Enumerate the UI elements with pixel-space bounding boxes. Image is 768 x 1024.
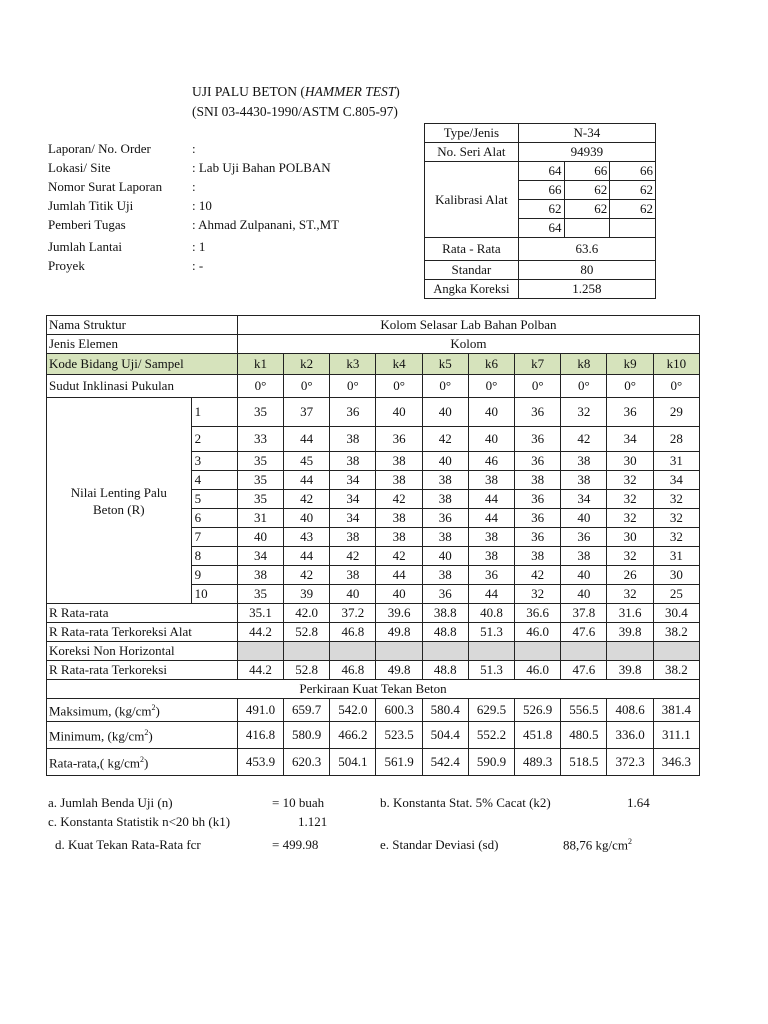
k1-value: 1.121 bbox=[298, 814, 328, 829]
impact-angle-label: Sudut Inklinasi Pukulan bbox=[47, 375, 238, 398]
sample-number: 3 bbox=[191, 452, 237, 471]
serial-value: 94939 bbox=[518, 143, 655, 162]
rebound-cell: 32 bbox=[607, 585, 653, 604]
rebound-cell: 36 bbox=[422, 585, 468, 604]
rebound-value-label: Nilai Lenting Palu Beton (R) bbox=[47, 398, 192, 604]
rebound-cell: 44 bbox=[284, 547, 330, 566]
value-cell: 561.9 bbox=[376, 749, 422, 776]
table-row bbox=[47, 699, 700, 722]
calibration-table bbox=[424, 123, 656, 299]
rebound-cell: 40 bbox=[237, 528, 283, 547]
rebound-cell: 34 bbox=[653, 471, 699, 490]
rebound-cell: 40 bbox=[468, 398, 514, 427]
calibration-cell bbox=[564, 219, 610, 238]
value-cell: 542.0 bbox=[330, 699, 376, 722]
hammer-test-table bbox=[46, 315, 700, 776]
value-cell: 504.1 bbox=[330, 749, 376, 776]
label-text: Minimum, (kg/cm bbox=[49, 728, 145, 744]
rebound-cell: 38 bbox=[330, 566, 376, 585]
standard-label: Standar bbox=[425, 261, 519, 280]
calibration-cell: 62 bbox=[564, 200, 610, 219]
rebound-cell: 35 bbox=[237, 490, 283, 509]
r-average-tool-corrected-label: R Rata-rata Terkoreksi Alat bbox=[47, 623, 238, 642]
type-label: Type/Jenis bbox=[425, 124, 519, 143]
info-value-letter: : bbox=[192, 179, 196, 194]
label-close: ) bbox=[148, 728, 153, 744]
rebound-cell: 31 bbox=[653, 547, 699, 566]
rebound-cell: 36 bbox=[515, 427, 561, 452]
rebound-cell: 46 bbox=[468, 452, 514, 471]
rebound-cell: 40 bbox=[561, 566, 607, 585]
rebound-cell: 42 bbox=[515, 566, 561, 585]
k1-label: c. Konstanta Statistik n<20 bh (k1) bbox=[48, 814, 231, 829]
rebound-cell: 38 bbox=[330, 528, 376, 547]
value-cell: 38.2 bbox=[653, 623, 699, 642]
rebound-cell: 40 bbox=[376, 585, 422, 604]
value-cell: 44.2 bbox=[237, 623, 283, 642]
rebound-cell: 32 bbox=[607, 547, 653, 566]
rebound-cell: 38 bbox=[376, 528, 422, 547]
calibration-label: Kalibrasi Alat bbox=[425, 162, 519, 238]
rebound-cell: 36 bbox=[422, 509, 468, 528]
rebound-cell: 35 bbox=[237, 452, 283, 471]
rebound-cell: 38 bbox=[422, 490, 468, 509]
value-cell: 526.9 bbox=[515, 699, 561, 722]
table-row bbox=[47, 354, 700, 375]
info-label-site: Lokasi/ Site bbox=[48, 160, 111, 175]
empty-cell bbox=[561, 642, 607, 661]
calibration-cell: 64 bbox=[518, 162, 564, 181]
table-row bbox=[47, 604, 700, 623]
rebound-cell: 32 bbox=[653, 490, 699, 509]
calibration-cell: 62 bbox=[610, 200, 656, 219]
info-label-floors: Jumlah Lantai bbox=[48, 239, 123, 254]
value-cell: 659.7 bbox=[284, 699, 330, 722]
info-label-project: Proyek bbox=[48, 258, 85, 273]
table-row bbox=[47, 680, 700, 699]
rebound-cell: 40 bbox=[284, 509, 330, 528]
rebound-cell: 36 bbox=[376, 427, 422, 452]
strength-estimate-heading: Perkiraan Kuat Tekan Beton bbox=[47, 680, 700, 699]
rebound-cell: 36 bbox=[468, 566, 514, 585]
value-cell: 0° bbox=[653, 375, 699, 398]
rebound-cell: 38 bbox=[330, 452, 376, 471]
value-cell: 35.1 bbox=[237, 604, 283, 623]
rebound-cell: 38 bbox=[237, 566, 283, 585]
rebound-cell: 36 bbox=[561, 528, 607, 547]
rebound-cell: 42 bbox=[284, 490, 330, 509]
info-label-points: Jumlah Titik Uji bbox=[48, 198, 134, 213]
rebound-cell: 40 bbox=[422, 398, 468, 427]
table-row bbox=[47, 316, 700, 335]
rebound-cell: 38 bbox=[422, 471, 468, 490]
value-cell: 0° bbox=[330, 375, 376, 398]
sample-code-cell: k3 bbox=[330, 354, 376, 375]
value-cell: 489.3 bbox=[515, 749, 561, 776]
sample-code-cell: k2 bbox=[284, 354, 330, 375]
rebound-cell: 36 bbox=[515, 398, 561, 427]
value-cell: 49.8 bbox=[376, 623, 422, 642]
sample-number: 5 bbox=[191, 490, 237, 509]
value-cell: 39.8 bbox=[607, 623, 653, 642]
sample-code-cell: k8 bbox=[561, 354, 607, 375]
rebound-cell: 38 bbox=[422, 528, 468, 547]
rebound-cell: 44 bbox=[468, 509, 514, 528]
r-average-label: R Rata-rata bbox=[47, 604, 238, 623]
value-cell: 51.3 bbox=[468, 661, 514, 680]
std-dev-label: e. Standar Deviasi (sd) bbox=[380, 837, 499, 852]
correction-value: 1.258 bbox=[518, 280, 655, 299]
rebound-cell: 42 bbox=[422, 427, 468, 452]
info-value-assigner: : Ahmad Zulpanani, ST.,MT bbox=[192, 217, 340, 232]
rebound-cell: 32 bbox=[653, 509, 699, 528]
value-cell: 31.6 bbox=[607, 604, 653, 623]
rebound-cell: 44 bbox=[284, 427, 330, 452]
rebound-cell: 38 bbox=[561, 547, 607, 566]
table-row bbox=[47, 335, 700, 354]
value-cell: 52.8 bbox=[284, 623, 330, 642]
sample-number: 9 bbox=[191, 566, 237, 585]
rebound-cell: 40 bbox=[422, 547, 468, 566]
table-row bbox=[47, 749, 700, 776]
value-cell: 466.2 bbox=[330, 722, 376, 749]
value-cell: 52.8 bbox=[284, 661, 330, 680]
value-cell: 504.4 bbox=[422, 722, 468, 749]
rebound-cell: 44 bbox=[468, 490, 514, 509]
rebound-cell: 38 bbox=[330, 427, 376, 452]
rebound-cell: 29 bbox=[653, 398, 699, 427]
label-text: Maksimum, (kg/cm bbox=[49, 703, 152, 719]
empty-cell bbox=[468, 642, 514, 661]
value-cell: 518.5 bbox=[561, 749, 607, 776]
info-value-floors: : 1 bbox=[192, 239, 206, 254]
rebound-cell: 38 bbox=[376, 509, 422, 528]
rebound-cell: 34 bbox=[607, 427, 653, 452]
type-value: N-34 bbox=[518, 124, 655, 143]
value-cell: 590.9 bbox=[468, 749, 514, 776]
value-cell: 47.6 bbox=[561, 661, 607, 680]
calibration-cell: 62 bbox=[518, 200, 564, 219]
value-cell: 47.6 bbox=[561, 623, 607, 642]
rebound-cell: 32 bbox=[561, 398, 607, 427]
rebound-cell: 32 bbox=[607, 471, 653, 490]
rebound-cell: 36 bbox=[515, 490, 561, 509]
rebound-cell: 32 bbox=[515, 585, 561, 604]
rebound-cell: 34 bbox=[561, 490, 607, 509]
label-close: ) bbox=[155, 703, 160, 719]
value-cell: 600.3 bbox=[376, 699, 422, 722]
value-cell: 453.9 bbox=[237, 749, 283, 776]
table-row bbox=[47, 642, 700, 661]
element-type-label: Jenis Elemen bbox=[47, 335, 238, 354]
table-row bbox=[47, 623, 700, 642]
value-cell: 542.4 bbox=[422, 749, 468, 776]
value-cell: 381.4 bbox=[653, 699, 699, 722]
mean-strength-value: = 499.98 bbox=[272, 837, 319, 852]
value-cell: 580.9 bbox=[284, 722, 330, 749]
value-cell: 620.3 bbox=[284, 749, 330, 776]
table-row bbox=[47, 398, 700, 427]
empty-cell bbox=[515, 642, 561, 661]
value-cell: 39.8 bbox=[607, 661, 653, 680]
rebound-cell: 39 bbox=[284, 585, 330, 604]
rebound-cell: 32 bbox=[607, 490, 653, 509]
value-cell: 37.2 bbox=[330, 604, 376, 623]
rebound-cell: 30 bbox=[607, 528, 653, 547]
info-label-letter: Nomor Surat Laporan bbox=[48, 179, 163, 194]
rebound-cell: 25 bbox=[653, 585, 699, 604]
rebound-cell: 44 bbox=[284, 471, 330, 490]
structure-name-value: Kolom Selasar Lab Bahan Polban bbox=[237, 316, 699, 335]
value-cell: 42.0 bbox=[284, 604, 330, 623]
sample-number: 10 bbox=[191, 585, 237, 604]
rebound-cell: 36 bbox=[515, 452, 561, 471]
r-average-corrected-label: R Rata-rata Terkoreksi bbox=[47, 661, 238, 680]
table-row bbox=[47, 722, 700, 749]
value-cell: 0° bbox=[515, 375, 561, 398]
rebound-cell: 26 bbox=[607, 566, 653, 585]
rebound-cell: 40 bbox=[376, 398, 422, 427]
value-cell: 311.1 bbox=[653, 722, 699, 749]
empty-cell bbox=[284, 642, 330, 661]
info-value-project: : - bbox=[192, 258, 204, 273]
value-cell: 0° bbox=[422, 375, 468, 398]
calibration-cell: 66 bbox=[518, 181, 564, 200]
sample-code-label: Kode Bidang Uji/ Sampel bbox=[47, 354, 238, 375]
value-cell: 51.3 bbox=[468, 623, 514, 642]
value-cell: 580.4 bbox=[422, 699, 468, 722]
k2-label: b. Konstanta Stat. 5% Cacat (k2) bbox=[380, 795, 551, 810]
rebound-cell: 33 bbox=[237, 427, 283, 452]
rebound-cell: 43 bbox=[284, 528, 330, 547]
rebound-cell: 38 bbox=[422, 566, 468, 585]
table-row bbox=[47, 375, 700, 398]
sample-number: 8 bbox=[191, 547, 237, 566]
rebound-cell: 38 bbox=[468, 528, 514, 547]
report-title: UJI PALU BETON (HAMMER TEST) bbox=[192, 84, 400, 99]
value-cell: 0° bbox=[376, 375, 422, 398]
calibration-cell: 62 bbox=[564, 181, 610, 200]
rebound-cell: 38 bbox=[468, 547, 514, 566]
sample-code-cell: k5 bbox=[422, 354, 468, 375]
structure-name-label: Nama Struktur bbox=[47, 316, 238, 335]
sample-code-cell: k7 bbox=[515, 354, 561, 375]
rebound-cell: 40 bbox=[561, 585, 607, 604]
value-cell: 46.0 bbox=[515, 623, 561, 642]
value-cell: 523.5 bbox=[376, 722, 422, 749]
info-value-site: : Lab Uji Bahan POLBAN bbox=[192, 160, 331, 175]
rebound-cell: 36 bbox=[515, 509, 561, 528]
value-cell: 408.6 bbox=[607, 699, 653, 722]
rebound-cell: 38 bbox=[468, 471, 514, 490]
empty-cell bbox=[653, 642, 699, 661]
rebound-cell: 38 bbox=[561, 471, 607, 490]
rebound-cell: 34 bbox=[330, 509, 376, 528]
rebound-cell: 42 bbox=[376, 547, 422, 566]
average-label: Rata - Rata bbox=[425, 238, 519, 261]
rebound-cell: 36 bbox=[515, 528, 561, 547]
value-cell: 629.5 bbox=[468, 699, 514, 722]
rebound-cell: 40 bbox=[330, 585, 376, 604]
superscript: 2 bbox=[151, 703, 156, 713]
rebound-cell: 40 bbox=[468, 427, 514, 452]
rebound-cell: 44 bbox=[376, 566, 422, 585]
rebound-cell: 31 bbox=[653, 452, 699, 471]
value-cell: 38.8 bbox=[422, 604, 468, 623]
value-cell: 37.8 bbox=[561, 604, 607, 623]
rebound-cell: 42 bbox=[330, 547, 376, 566]
calibration-cell: 66 bbox=[610, 162, 656, 181]
rebound-cell: 42 bbox=[376, 490, 422, 509]
mean-strength-row-label bbox=[47, 749, 238, 776]
rebound-cell: 45 bbox=[284, 452, 330, 471]
sample-code-cell: k6 bbox=[468, 354, 514, 375]
value-cell: 372.3 bbox=[607, 749, 653, 776]
sample-code-cell: k10 bbox=[653, 354, 699, 375]
value-cell: 416.8 bbox=[237, 722, 283, 749]
rebound-cell: 32 bbox=[653, 528, 699, 547]
sample-count-label: a. Jumlah Benda Uji (n) bbox=[48, 795, 173, 810]
rebound-cell: 36 bbox=[607, 398, 653, 427]
sample-number: 6 bbox=[191, 509, 237, 528]
calibration-cell: 62 bbox=[610, 181, 656, 200]
rebound-cell: 31 bbox=[237, 509, 283, 528]
superscript: 2 bbox=[144, 728, 149, 738]
k2-value: 1.64 bbox=[627, 795, 650, 810]
label-close: ) bbox=[143, 755, 149, 771]
value-cell: 39.6 bbox=[376, 604, 422, 623]
rebound-cell: 40 bbox=[422, 452, 468, 471]
rebound-cell: 36 bbox=[330, 398, 376, 427]
rebound-cell: 38 bbox=[515, 547, 561, 566]
sample-code-cell: k1 bbox=[237, 354, 283, 375]
min-strength-label bbox=[47, 722, 238, 749]
value-cell: 480.5 bbox=[561, 722, 607, 749]
element-type-value: Kolom bbox=[237, 335, 699, 354]
value-cell: 491.0 bbox=[237, 699, 283, 722]
label-text: Rata-rata,( kg/cm bbox=[49, 755, 140, 771]
rebound-cell: 38 bbox=[515, 471, 561, 490]
rebound-cell: 30 bbox=[653, 566, 699, 585]
sample-number: 1 bbox=[191, 398, 237, 427]
mean-strength-label: d. Kuat Tekan Rata-Rata fcr bbox=[55, 837, 201, 852]
value-cell: 0° bbox=[237, 375, 283, 398]
value-cell: 48.8 bbox=[422, 623, 468, 642]
rebound-cell: 30 bbox=[607, 452, 653, 471]
value-cell: 40.8 bbox=[468, 604, 514, 623]
value-cell: 0° bbox=[468, 375, 514, 398]
rebound-cell: 40 bbox=[561, 509, 607, 528]
rebound-cell: 34 bbox=[330, 471, 376, 490]
info-label-order: Laporan/ No. Order bbox=[48, 141, 151, 156]
value-cell: 44.2 bbox=[237, 661, 283, 680]
rebound-cell: 42 bbox=[561, 427, 607, 452]
value-cell: 0° bbox=[607, 375, 653, 398]
rebound-cell: 35 bbox=[237, 471, 283, 490]
calibration-cell bbox=[610, 219, 656, 238]
value-cell: 451.8 bbox=[515, 722, 561, 749]
empty-cell bbox=[330, 642, 376, 661]
value-cell: 46.8 bbox=[330, 623, 376, 642]
empty-cell bbox=[422, 642, 468, 661]
value-cell: 38.2 bbox=[653, 661, 699, 680]
value-cell: 46.0 bbox=[515, 661, 561, 680]
info-value-order: : bbox=[192, 141, 196, 156]
sample-code-cell: k4 bbox=[376, 354, 422, 375]
std-dev-value: 88,76 $kg/cm^2$ bbox=[563, 837, 632, 853]
rebound-cell: 34 bbox=[330, 490, 376, 509]
empty-cell bbox=[237, 642, 283, 661]
table-row bbox=[47, 661, 700, 680]
value-cell: 556.5 bbox=[561, 699, 607, 722]
rebound-cell: 42 bbox=[284, 566, 330, 585]
max-strength-label bbox=[47, 699, 238, 722]
rebound-cell: 38 bbox=[561, 452, 607, 471]
info-value-points: : 10 bbox=[192, 198, 212, 213]
rebound-cell: 38 bbox=[376, 452, 422, 471]
sample-count-value: = 10 buah bbox=[272, 795, 325, 810]
value-cell: 30.4 bbox=[653, 604, 699, 623]
rebound-cell: 35 bbox=[237, 585, 283, 604]
empty-cell bbox=[607, 642, 653, 661]
calibration-cell: 64 bbox=[518, 219, 564, 238]
value-cell: 49.8 bbox=[376, 661, 422, 680]
rebound-cell: 38 bbox=[376, 471, 422, 490]
value-cell: 46.8 bbox=[330, 661, 376, 680]
value-cell: 346.3 bbox=[653, 749, 699, 776]
serial-label: No. Seri Alat bbox=[425, 143, 519, 162]
value-cell: 0° bbox=[561, 375, 607, 398]
superscript: 2 bbox=[139, 755, 144, 765]
value-cell: 552.2 bbox=[468, 722, 514, 749]
sample-number: 4 bbox=[191, 471, 237, 490]
correction-label: Angka Koreksi bbox=[425, 280, 519, 299]
sample-number: 2 bbox=[191, 427, 237, 452]
info-label-assigner: Pemberi Tugas bbox=[48, 217, 126, 232]
value-cell: 48.8 bbox=[422, 661, 468, 680]
calibration-cell: 66 bbox=[564, 162, 610, 181]
value-cell: 0° bbox=[284, 375, 330, 398]
sample-code-cell: k9 bbox=[607, 354, 653, 375]
value-cell: 36.6 bbox=[515, 604, 561, 623]
rebound-cell: 35 bbox=[237, 398, 283, 427]
non-horizontal-correction-label: Koreksi Non Horizontal bbox=[47, 642, 238, 661]
rebound-cell: 32 bbox=[607, 509, 653, 528]
rebound-cell: 28 bbox=[653, 427, 699, 452]
empty-cell bbox=[376, 642, 422, 661]
value-cell: 336.0 bbox=[607, 722, 653, 749]
average-value: 63.6 bbox=[518, 238, 655, 261]
rebound-cell: 44 bbox=[468, 585, 514, 604]
rebound-cell: 37 bbox=[284, 398, 330, 427]
standard-value: 80 bbox=[518, 261, 655, 280]
rebound-cell: 34 bbox=[237, 547, 283, 566]
report-subtitle: (SNI 03-4430-1990/ASTM C.805-97) bbox=[192, 104, 398, 119]
sample-number: 7 bbox=[191, 528, 237, 547]
